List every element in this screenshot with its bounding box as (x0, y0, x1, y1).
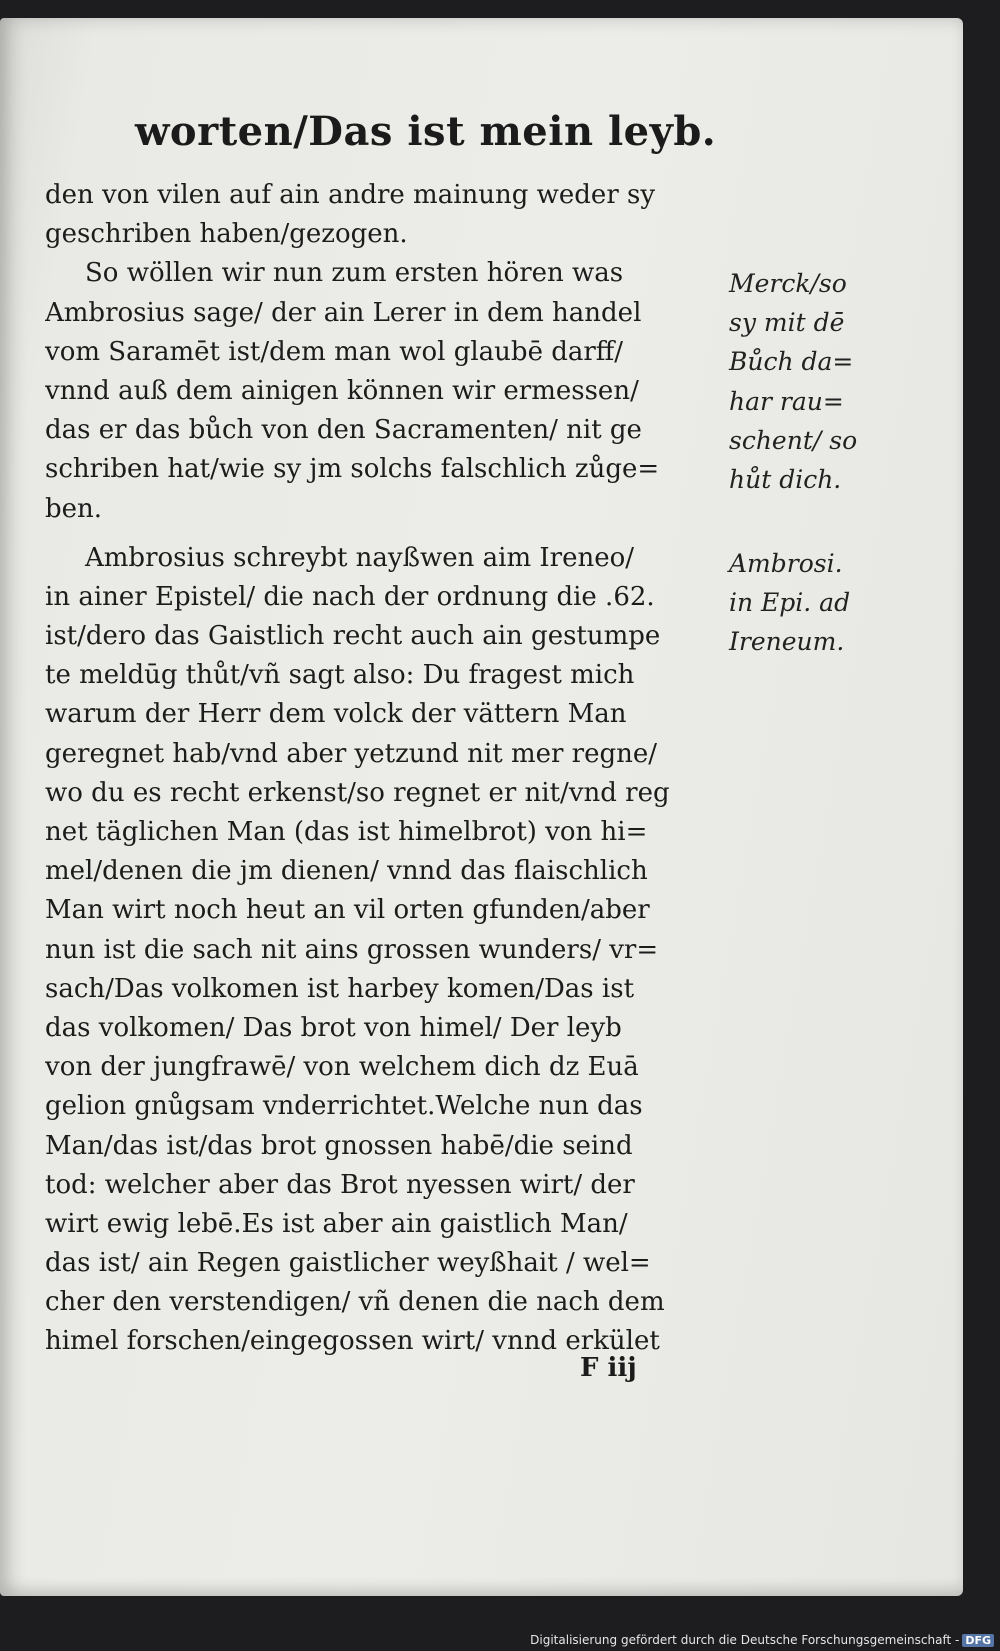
text-line: geschriben haben/gezogen. (45, 219, 408, 250)
text-line: ist/dero das Gaistlich recht auch ain gestumpe (45, 621, 661, 652)
text-line: net täglichen Man (das ist himelbrot) von hi= (45, 817, 648, 847)
text-line: in ainer Epistel/ die nach der ordnung die .62. (45, 581, 655, 612)
text-line: warum der Herr dem volck der vättern Man (45, 699, 627, 730)
marginal-line: hůt dich. (729, 464, 842, 494)
marginal-line: Ireneum. (729, 627, 845, 657)
text-line: te meldūg thůt/vñ sagt also: Du fragest mich (45, 660, 635, 691)
text-line: ben. (45, 493, 103, 524)
text-line: sach/Das volkomen ist harbey komen/Das ist (45, 973, 635, 1004)
text-line: himel forschen/eingegossen wirt/ vnnd erkület (45, 1326, 660, 1357)
text-line: Ambrosius sage/ der ain Lerer in dem handel (45, 297, 642, 328)
marginal-line: har rau= (729, 386, 844, 416)
text-line: cher den verstendigen/ vñ denen die nach dem (45, 1287, 665, 1318)
text-line: Man/das ist/das brot gnossen habē/die seind (45, 1130, 633, 1161)
text-line: gelion gnůgsam vnderrichtet.Welche nun das (45, 1091, 643, 1122)
marginal-line: Bůch da= (729, 347, 854, 377)
text-line: vom Saramēt ist/dem man wol glaubē darff/ (45, 336, 624, 367)
text-line: schriben hat/wie sy jm solchs falschlich zůge= (45, 454, 660, 485)
marginal-line: sy mit dē (729, 308, 845, 338)
text-line: So wöllen wir nun zum ersten hören was (85, 258, 624, 289)
running-head: worten/Das ist mein leyb. (135, 108, 717, 155)
marginal-note (729, 544, 879, 662)
body-text (45, 176, 725, 1362)
text-line: von der jungfrawē/ von welchem dich dz Euā (45, 1052, 639, 1083)
book-page (0, 18, 963, 1596)
marginal-line: in Epi. ad (729, 588, 851, 618)
text-line: mel/denen die jm dienen/ vnnd das flaischlich (45, 856, 648, 887)
marginal-note (729, 264, 879, 499)
credit-text: Digitalisierung gefördert durch die Deutsche Forschungsgemeinschaft - (530, 1633, 960, 1647)
text-line: Ambrosius schreybt nayßwen aim Ireneo/ (85, 542, 634, 573)
digitization-credit (530, 1633, 994, 1647)
text-line: nun ist die sach nit ains grossen wunders/ vr= (45, 934, 659, 965)
text-line: wirt ewig lebē.Es ist aber ain gaistlich Man/ (45, 1208, 628, 1239)
text-line: Man wirt noch heut an vil orten gfunden/aber (45, 895, 650, 926)
marginal-line: Ambrosi. (729, 549, 843, 578)
marginal-line: Merck/so (729, 269, 847, 298)
text-line: das ist/ ain Regen gaistlicher weyßhait / wel= (45, 1248, 651, 1279)
text-line: tod: welcher aber das Brot nyessen wirt/ der (45, 1169, 635, 1200)
marginal-line: schent/ so (729, 425, 858, 455)
signature-mark: F iij (580, 1353, 637, 1383)
text-line: vnnd auß dem ainigen können wir ermessen/ (45, 375, 639, 406)
text-line: das volkomen/ Das brot von himel/ Der leyb (45, 1012, 622, 1043)
text-line: den von vilen auf ain andre mainung weder sy (45, 180, 656, 210)
text-line: wo du es recht erkenst/so regnet er nit/vnd reg (45, 777, 670, 808)
text-line: geregnet hab/vnd aber yetzund nit mer regne/ (45, 738, 658, 769)
text-line: das er das bůch von den Sacramenten/ nit ge (45, 415, 642, 446)
dfg-logo: DFG (962, 1634, 994, 1647)
